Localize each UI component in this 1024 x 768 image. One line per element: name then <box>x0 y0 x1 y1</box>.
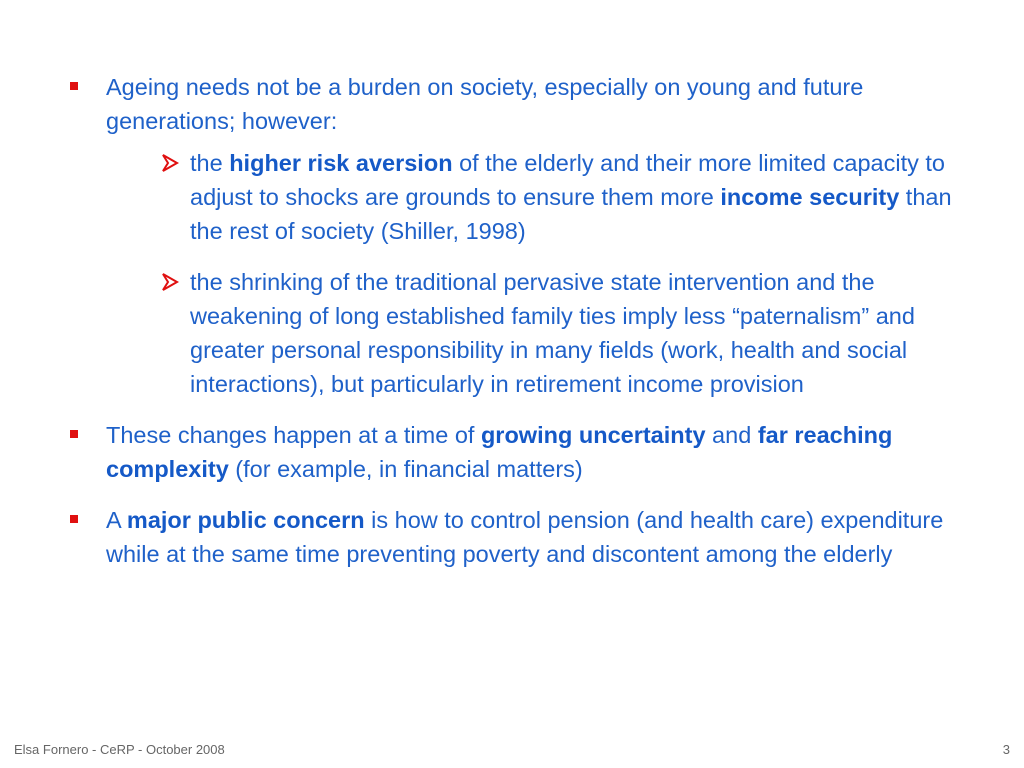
bullet-ageing <box>66 70 966 401</box>
sub-bullet-text: the shrinking of the traditional pervasive state intervention and the weakening of long established family ties imply less “paternalism” and greater personal responsibility in many fields (work, health and social interactions), but particularly in retirement income provision <box>190 269 915 397</box>
highlight-major-public-concern: major public concern <box>126 507 365 533</box>
bullet-text: Ageing needs not be a burden on society, especially on young and future generations; however: <box>106 74 864 134</box>
bullet-changes: These changes happen at a time of growing uncertainty and far reaching complexity (for example, in financial matters) <box>66 418 966 486</box>
sub-bullet-risk-aversion: the higher risk aversion of the elderly and their more limited capacity to adjust to shocks are grounds to ensure them more income security than the rest of society (Shiller, 1998) <box>150 146 966 248</box>
highlight-higher-risk-aversion: higher risk aversion <box>229 150 453 176</box>
highlight-income-security: income security <box>720 184 900 210</box>
bullet-public-concern: A major public concern is how to control pension (and health care) expenditure while at the same time preventing poverty and discontent among the elderly <box>66 503 966 571</box>
square-bullet-icon <box>70 515 78 523</box>
square-bullet-icon <box>70 430 78 438</box>
square-bullet-icon <box>70 82 78 90</box>
arrow-bullet-icon <box>160 153 180 173</box>
arrow-bullet-icon <box>160 272 180 292</box>
highlight-far-reaching-complexity: far reaching complexity <box>106 422 893 482</box>
highlight-growing-uncertainty: growing uncertainty <box>480 422 706 448</box>
slide-content <box>66 70 966 588</box>
sub-bullet-shrinking-state <box>150 265 966 401</box>
page-number: 3 <box>1002 742 1010 757</box>
footer-author: Elsa Fornero - CeRP - October 2008 <box>14 742 225 757</box>
